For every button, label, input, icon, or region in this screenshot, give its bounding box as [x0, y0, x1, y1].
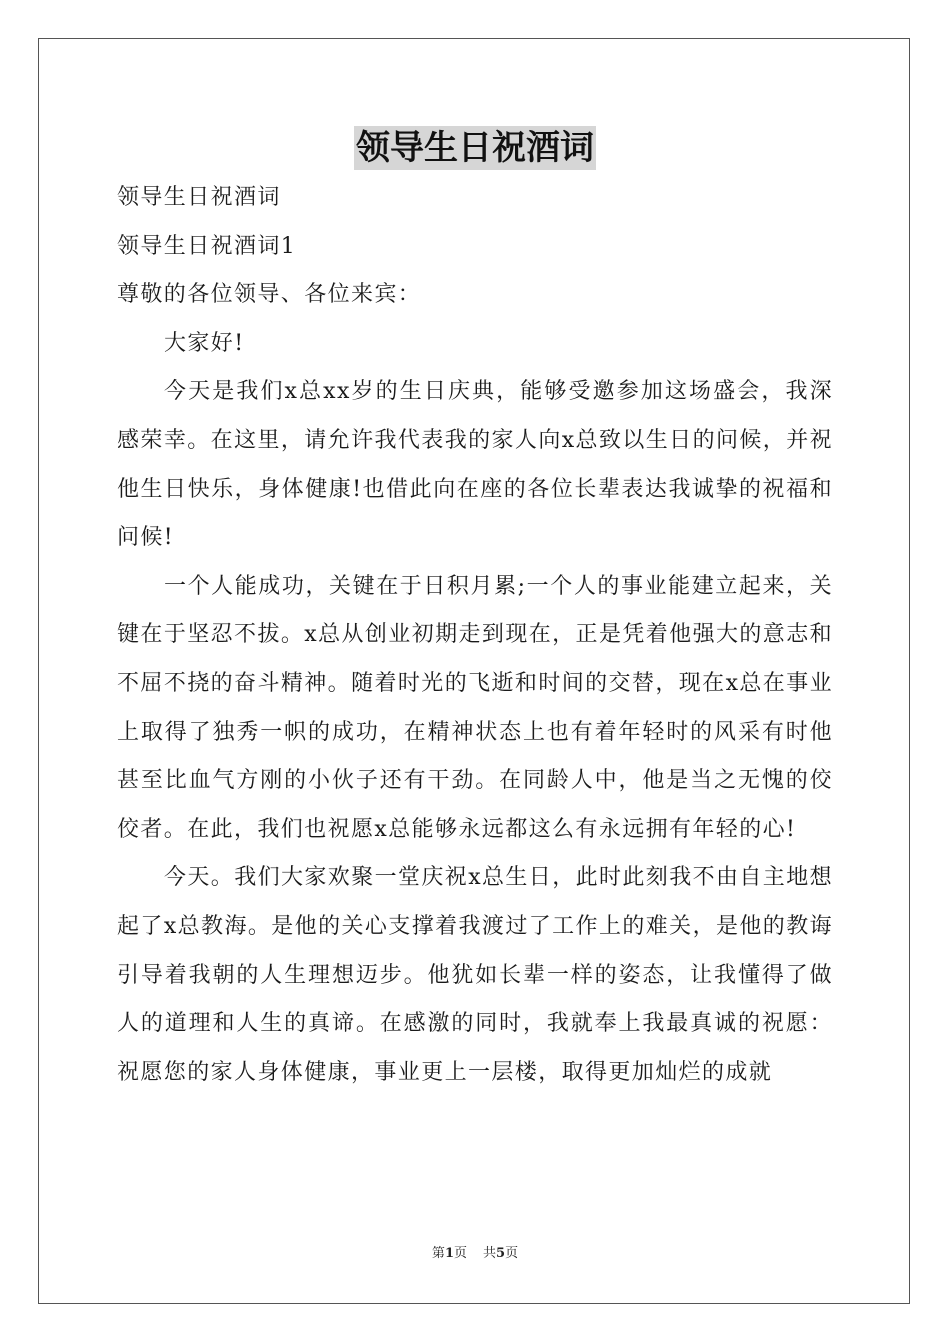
document-body — [117, 174, 833, 1097]
subtitle-line: 领导生日祝酒词 — [117, 185, 281, 210]
document-title: 领导生日祝酒词 — [356, 128, 594, 168]
greeting-paragraph: 大家好! — [164, 330, 245, 356]
current-page-number: 1 — [444, 1246, 454, 1261]
body-paragraph-1: 今天是我们x总xx岁的生日庆典，能够受邀参加这场盛会，我深感荣幸。在这里，请允许我代表我的家人向x总致以生日的问候，并祝他生日快乐，身体健康!也借此向在座的各位长辈表达我诚挚的祝福和问候! — [117, 379, 833, 551]
salutation-line: 尊敬的各位领导、各位来宾： — [117, 282, 422, 308]
section-heading: 领导生日祝酒词1 — [117, 233, 297, 259]
total-page-count: 5 — [496, 1246, 506, 1261]
title-container — [0, 126, 950, 170]
body-paragraph-2: 一个人能成功，关键在于日积月累;一个人的事业能建立起来，关键在于坚忍不拔。x总从创业初期走到现在，正是凭着他强大的意志和不屈不挠的奋斗精神。随着时光的飞逝和时间的交替，现在x总在事业上取得了独秀一帜的成功，在精神状态上也有着年轻时的风采有时他甚至比血气方刚的小伙子还有干劲。在同龄人中，他是当之无愧的佼佼者。在此，我们也祝愿x总能够永远都这么有永远拥有年轻的心! — [117, 573, 833, 842]
page-prefix: 第 — [431, 1246, 445, 1261]
page-footer — [0, 1244, 950, 1264]
body-paragraph-3: 今天。我们大家欢聚一堂庆祝x总生日，此时此刻我不由自主地想起了x总教海。是他的关心支撑着我渡过了工作上的难关，是他的教诲引导着我朝的人生理想迈步。他犹如长辈一样的姿态，让我懂得了做人的道理和人生的真谛。在感激的同时，我就奉上我最真诚的祝愿：祝愿您的家人身体健康，事业更上一层楼，取得更加灿烂的成就 — [117, 865, 834, 1085]
page-suffix: 页 — [453, 1246, 467, 1261]
total-suffix: 页 — [505, 1246, 519, 1261]
total-prefix: 共 — [483, 1246, 497, 1261]
